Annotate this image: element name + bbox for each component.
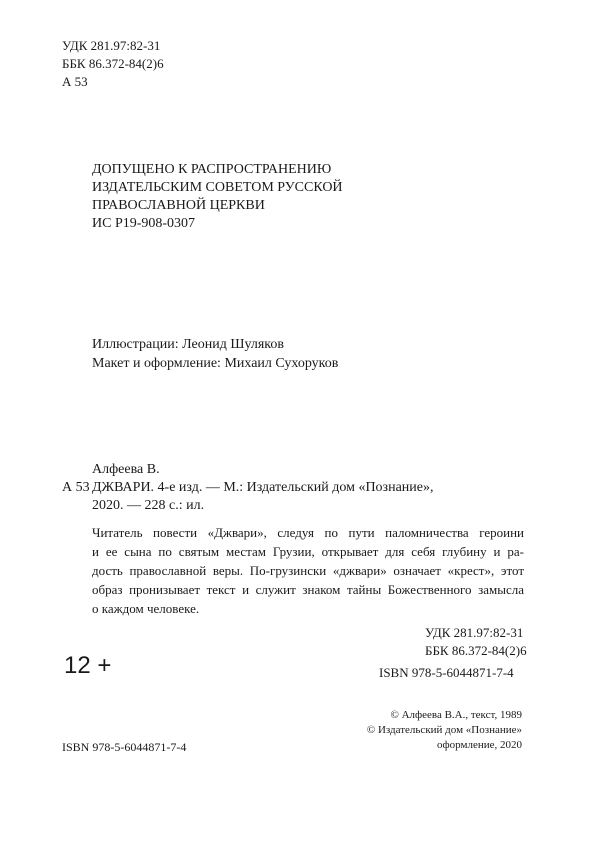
copyright-line: © Издательский дом «Познание» xyxy=(366,724,522,736)
annotation-line: Читатель повести «Джвари», следуя по пути паломничества героини xyxy=(92,525,524,540)
approval-line: ИЗДАТЕЛЬСКИМ СОВЕТОМ РУССКОЙ xyxy=(92,180,343,195)
isbn-left: ISBN 978-5-6044871-7-4 xyxy=(62,740,187,754)
author-sign: А 53 xyxy=(62,74,88,89)
annotation-line: дость православной веры. По-грузински «джвари» означает «крест», этот xyxy=(92,563,524,578)
annotation-line: и ее сына по святым местам Грузии, открывает для себя глубину и ра- xyxy=(92,544,524,559)
bib-year: 2020. — 228 с.: ил. xyxy=(92,498,205,513)
approval-line: ПРАВОСЛАВНОЙ ЦЕРКВИ xyxy=(92,198,265,213)
approval-line: ДОПУЩЕНО К РАСПРОСТРАНЕНИЮ xyxy=(92,162,332,177)
layout-credit: Макет и оформление: Михаил Сухоруков xyxy=(92,356,339,371)
bbk-code-bottom: ББК 86.372-84(2)6 xyxy=(425,643,527,658)
illustrations-credit: Иллюстрации: Леонид Шуляков xyxy=(92,337,284,352)
annotation-line: образ пронизывает текст и служит знаком тайны Божественного замысла xyxy=(92,582,524,597)
bbk-code: ББК 86.372-84(2)6 xyxy=(62,56,164,71)
annotation-line: о каждом человеке. xyxy=(92,601,200,616)
bib-code: А 53 xyxy=(62,480,90,495)
udk-code: УДК 281.97:82-31 xyxy=(62,38,161,53)
udk-code-bottom: УДК 281.97:82-31 xyxy=(425,625,524,640)
copyright-line: © Алфеева В.А., текст, 1989 xyxy=(390,709,522,721)
copyright-line: оформление, 2020 xyxy=(437,739,522,751)
isbn-right: ISBN 978-5-6044871-7-4 xyxy=(379,665,514,680)
bib-title: ДЖВАРИ. 4-е изд. — М.: Издательский дом «Познание», xyxy=(92,480,434,495)
bib-author: Алфеева В. xyxy=(92,462,160,477)
age-rating: 12 + xyxy=(64,652,112,679)
approval-number: ИС Р19-908-0307 xyxy=(92,216,196,231)
